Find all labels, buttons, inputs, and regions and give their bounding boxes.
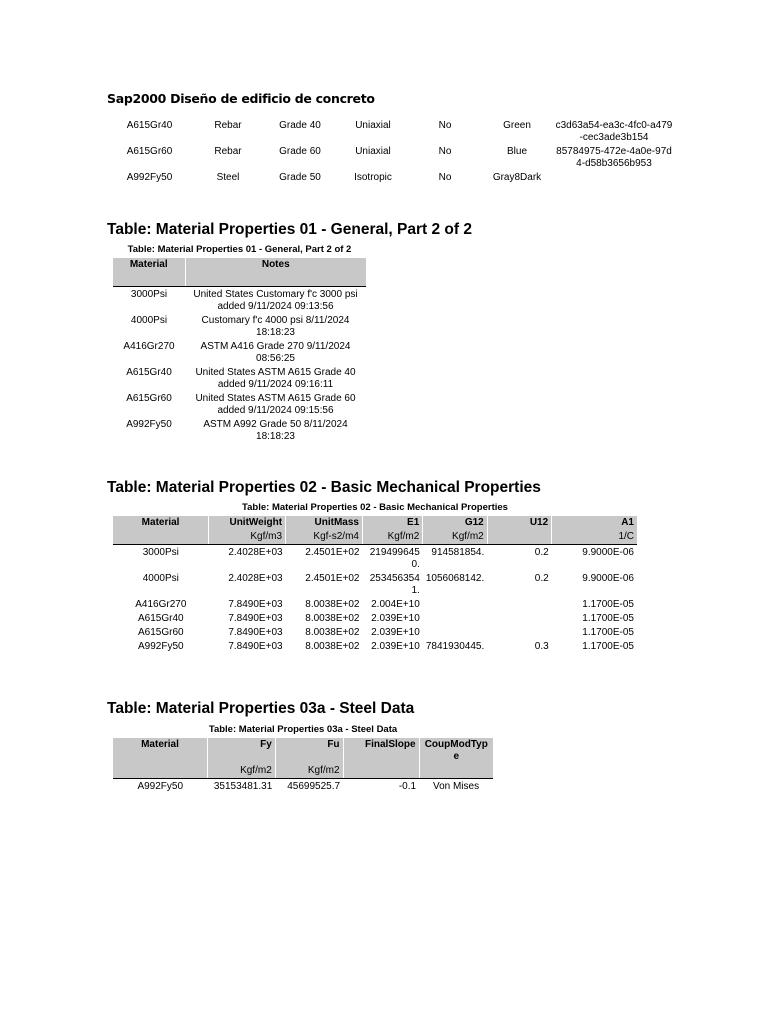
column-header: Material bbox=[113, 258, 185, 272]
column-header: UnitWeight bbox=[209, 516, 286, 530]
table-row bbox=[113, 611, 637, 625]
cell-material: A416Gr270 bbox=[123, 341, 175, 352]
cell-type: Steel bbox=[216, 172, 240, 183]
cell-material: A615Gr60 bbox=[138, 627, 184, 638]
unit-cell: Kgf/m2 bbox=[207, 764, 275, 779]
cell-unit-weight: 2.4028E+03 bbox=[228, 573, 283, 584]
cell-g12: 914581854. bbox=[431, 547, 485, 558]
unit-cell bbox=[113, 530, 209, 545]
table-row bbox=[113, 391, 366, 417]
column-header: Fy bbox=[207, 738, 275, 764]
table-row bbox=[113, 287, 366, 314]
cell-notes: United States ASTM A615 Grade 60 added 9/11/2024 09:15:56 bbox=[195, 393, 356, 416]
table-row bbox=[113, 545, 637, 572]
cell-color: Green bbox=[503, 120, 531, 131]
table-row bbox=[113, 571, 637, 597]
cell-unit-weight: 7.8490E+03 bbox=[228, 641, 283, 652]
cell-grade: Grade 60 bbox=[279, 146, 321, 157]
cell-a1: 9.9000E-06 bbox=[582, 547, 634, 558]
cell-a1: 1.1700E-05 bbox=[582, 599, 634, 610]
cell-symtype: Uniaxial bbox=[355, 146, 391, 157]
cell-fu: 45699525.7 bbox=[287, 781, 341, 792]
cell-material: 3000Psi bbox=[142, 547, 179, 558]
cell-temp-depend: No bbox=[438, 120, 452, 131]
cell-unit-weight: 2.4028E+03 bbox=[228, 547, 283, 558]
cell-unit-mass: 2.4501E+02 bbox=[305, 573, 360, 584]
cell-final-slope: -0.1 bbox=[398, 781, 417, 792]
cell-g12 bbox=[423, 597, 487, 611]
cell-guid: c3d63a54-ea3c-4fc0-a479-cec3ade3b154 bbox=[555, 120, 673, 143]
column-header: Material bbox=[113, 738, 207, 764]
cell-material: A992Fy50 bbox=[138, 641, 184, 652]
table-row bbox=[107, 172, 674, 198]
material-general-continued-table bbox=[107, 120, 674, 198]
unit-cell: Kgf/m2 bbox=[423, 530, 487, 545]
cell-temp-depend: No bbox=[438, 146, 452, 157]
unit-cell: Kgf/m3 bbox=[209, 530, 286, 545]
column-header: G12 bbox=[423, 516, 487, 530]
table-row bbox=[113, 639, 637, 653]
cell-u12 bbox=[487, 597, 551, 611]
cell-guid bbox=[554, 172, 674, 198]
cell-g12 bbox=[423, 625, 487, 639]
cell-material: 4000Psi bbox=[142, 573, 179, 584]
unit-cell bbox=[185, 272, 366, 287]
unit-cell bbox=[113, 272, 185, 287]
table-units-row bbox=[113, 530, 637, 545]
cell-e1: 2.004E+10 bbox=[371, 599, 420, 610]
cell-coup-mod-type: Von Mises bbox=[432, 781, 480, 792]
unit-cell: Kgf-s2/m4 bbox=[286, 530, 363, 545]
cell-unit-weight: 7.8490E+03 bbox=[228, 627, 283, 638]
column-header: A1 bbox=[552, 516, 637, 530]
cell-type: Rebar bbox=[214, 146, 242, 157]
cell-symtype: Uniaxial bbox=[355, 120, 391, 131]
cell-a1: 1.1700E-05 bbox=[582, 627, 634, 638]
cell-material: A992Fy50 bbox=[126, 172, 173, 183]
cell-guid: 85784975-472e-4a0e-97d4-d58b3656b953 bbox=[556, 146, 672, 169]
cell-notes: ASTM A416 Grade 270 9/11/2024 08:56:25 bbox=[200, 341, 351, 364]
table-row bbox=[107, 120, 674, 146]
cell-temp-depend: No bbox=[438, 172, 452, 183]
cell-e1: 2194996450. bbox=[369, 547, 420, 570]
cell-e1: 2.039E+10 bbox=[371, 613, 420, 624]
cell-u12 bbox=[487, 611, 551, 625]
cell-e1: 2.039E+10 bbox=[371, 641, 420, 652]
cell-symtype: Isotropic bbox=[354, 172, 392, 183]
table-caption: Table: Material Properties 03a - Steel Data bbox=[208, 724, 398, 735]
cell-e1: 2.039E+10 bbox=[371, 627, 420, 638]
cell-unit-mass: 8.0038E+02 bbox=[305, 627, 360, 638]
cell-color: Gray8Dark bbox=[492, 172, 542, 183]
cell-notes: ASTM A992 Grade 50 8/11/2024 18:18:23 bbox=[203, 419, 348, 442]
cell-unit-mass: 8.0038E+02 bbox=[305, 641, 360, 652]
column-header: UnitMass bbox=[286, 516, 363, 530]
unit-cell bbox=[419, 764, 493, 779]
column-header: U12 bbox=[487, 516, 551, 530]
table-row bbox=[113, 339, 366, 365]
unit-cell bbox=[487, 530, 551, 545]
column-header: Material bbox=[113, 516, 209, 530]
cell-notes: United States Customary f'c 3000 psi added 9/11/2024 09:13:56 bbox=[193, 289, 358, 312]
cell-u12: 0.2 bbox=[534, 573, 549, 584]
table-caption: Table: Material Properties 02 - Basic Mechanical Properties bbox=[242, 502, 508, 513]
table-row bbox=[113, 365, 366, 391]
section-heading-material-properties-02: Table: Material Properties 02 - Basic Mechanical Properties bbox=[107, 479, 541, 496]
cell-g12 bbox=[423, 611, 487, 625]
cell-material: A615Gr40 bbox=[126, 120, 173, 131]
cell-unit-mass: 2.4501E+02 bbox=[305, 547, 360, 558]
cell-unit-weight: 7.8490E+03 bbox=[228, 599, 283, 610]
table-units-row bbox=[113, 272, 366, 287]
table-row bbox=[113, 417, 366, 443]
cell-a1: 1.1700E-05 bbox=[582, 641, 634, 652]
unit-cell: Kgf/m2 bbox=[275, 764, 343, 779]
cell-unit-mass: 8.0038E+02 bbox=[305, 599, 360, 610]
unit-cell: 1/C bbox=[552, 530, 637, 545]
cell-e1: 2534563541. bbox=[369, 573, 420, 596]
cell-material: A992Fy50 bbox=[126, 419, 172, 430]
cell-color: Blue bbox=[506, 146, 527, 157]
cell-a1: 1.1700E-05 bbox=[582, 613, 634, 624]
section-heading-material-properties-01: Table: Material Properties 01 - General, Part 2 of 2 bbox=[107, 221, 472, 238]
document-title: Sap2000 Diseño de edificio de concreto bbox=[107, 91, 375, 106]
table-header-row bbox=[113, 258, 366, 272]
cell-notes: Customary f'c 4000 psi 8/11/2024 18:18:23 bbox=[201, 315, 350, 338]
cell-fy: 35153481.31 bbox=[213, 781, 273, 792]
table-row bbox=[113, 597, 637, 611]
cell-u12: 0.3 bbox=[534, 641, 549, 652]
cell-unit-weight: 7.8490E+03 bbox=[228, 613, 283, 624]
cell-material: A615Gr40 bbox=[126, 367, 172, 378]
cell-material: 3000Psi bbox=[130, 289, 168, 300]
cell-material: A992Fy50 bbox=[137, 781, 184, 792]
cell-notes: United States ASTM A615 Grade 40 added 9/11/2024 09:16:11 bbox=[195, 367, 356, 390]
cell-material: A615Gr60 bbox=[126, 393, 172, 404]
cell-material: A615Gr60 bbox=[126, 146, 173, 157]
cell-type: Rebar bbox=[214, 120, 242, 131]
cell-material: A416Gr270 bbox=[135, 599, 187, 610]
cell-grade: Grade 40 bbox=[279, 120, 321, 131]
cell-g12: 1056068142. bbox=[425, 573, 485, 584]
column-header: CoupModType bbox=[419, 738, 493, 764]
material-properties-01-table bbox=[113, 258, 366, 443]
table-header-row bbox=[113, 516, 637, 530]
cell-u12: 0.2 bbox=[534, 547, 549, 558]
unit-cell: Kgf/m2 bbox=[362, 530, 422, 545]
material-properties-02-table bbox=[113, 516, 637, 653]
unit-cell bbox=[343, 764, 419, 779]
material-properties-03a-table bbox=[113, 738, 493, 793]
table-row bbox=[113, 313, 366, 339]
cell-grade: Grade 50 bbox=[279, 172, 321, 183]
table-row bbox=[107, 146, 674, 172]
cell-u12 bbox=[487, 625, 551, 639]
column-header: E1 bbox=[362, 516, 422, 530]
section-heading-material-properties-03a: Table: Material Properties 03a - Steel Data bbox=[107, 700, 415, 717]
cell-material: A615Gr40 bbox=[138, 613, 184, 624]
cell-unit-mass: 8.0038E+02 bbox=[305, 613, 360, 624]
table-units-row bbox=[113, 764, 493, 779]
cell-g12: 7841930445. bbox=[425, 641, 485, 652]
table-row bbox=[113, 625, 637, 639]
table-row bbox=[113, 779, 493, 794]
column-header: Notes bbox=[185, 258, 366, 272]
column-header: Fu bbox=[275, 738, 343, 764]
cell-a1: 9.9000E-06 bbox=[582, 573, 634, 584]
column-header: FinalSlope bbox=[343, 738, 419, 764]
unit-cell bbox=[113, 764, 207, 779]
cell-material: 4000Psi bbox=[130, 315, 168, 326]
table-caption: Table: Material Properties 01 - General, Part 2 of 2 bbox=[127, 244, 352, 255]
table-header-row bbox=[113, 738, 493, 764]
